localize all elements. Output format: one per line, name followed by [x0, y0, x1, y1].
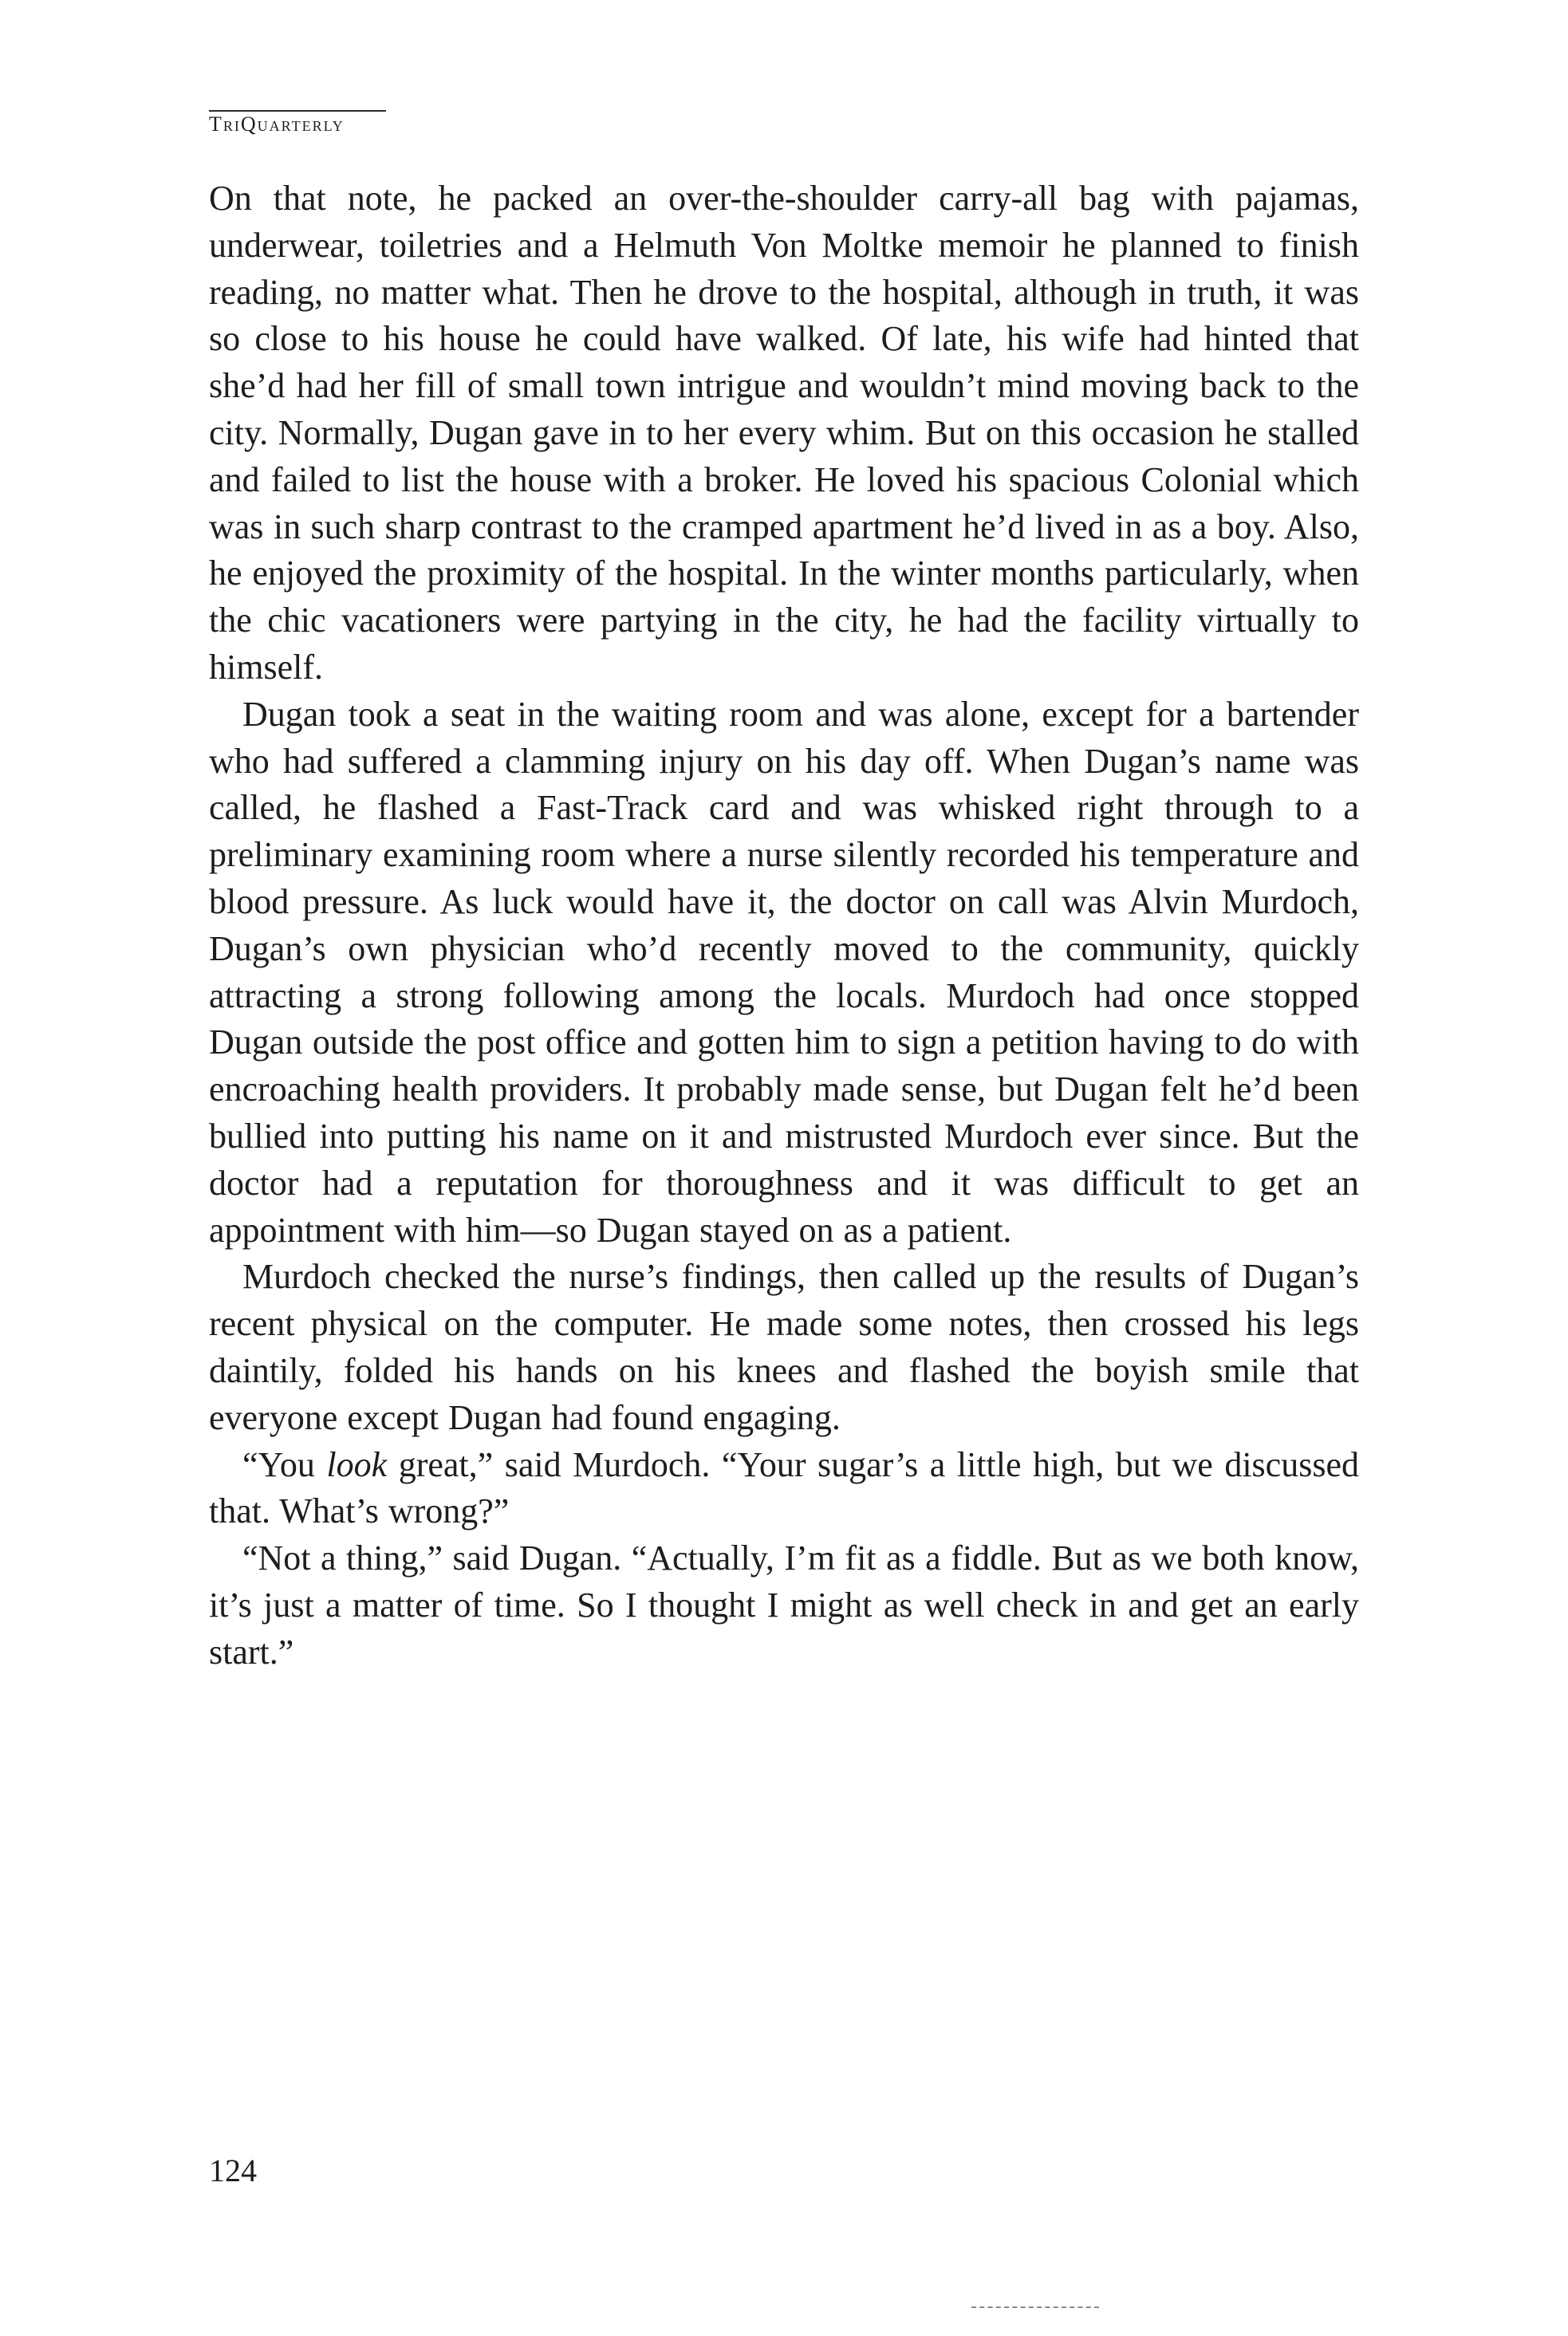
scan-artifact [971, 2306, 1099, 2308]
italic-emphasis: look [326, 1444, 388, 1484]
paragraph: On that note, he packed an over-the-shoulder carry-all bag with pajamas, underwear, toiletries and a Helmuth Von Moltke memoir he planned to finish reading, no matter what. Then he drove to the hospital, although in truth, it was so close to his house he could have walked. Of late, his wife had hinted that she’d had her fill of small town intrigue and wouldn’t mind moving back to the city. Normally, Dugan gave in to her every whim. But on this occasion he stalled and failed to list the house with a broker. He loved his spacious Colonial which was in such sharp contrast to the cramped apartment he’d lived in as a boy. Also, he enjoyed the proximity of the hospital. In the winter months particularly, when the chic vacationers were partying in the city, he had the facility virtually to himself. [209, 179, 1359, 687]
paragraph [209, 1442, 1359, 1536]
quote-open: “You [242, 1444, 327, 1484]
paragraph: Murdoch checked the nurse’s findings, then called up the results of Dugan’s recent physical on the computer. He made some notes, then crossed his legs daintily, folded his hands on his knees and flashed the boyish smile that everyone except Dugan had found engaging. [209, 1257, 1359, 1437]
page-number: 124 [209, 2153, 257, 2188]
paragraph: “Not a thing,” said Dugan. “Actually, I’m fit as a fiddle. But as we both know, it’s just a matter of time. So I thought I might as well check in and get an early start.” [209, 1538, 1359, 1672]
running-head: TriQuarterly [209, 112, 345, 136]
quote-rest: great,” said Murdoch. “Your sugar’s a little high, but we discussed that. What’s wrong?” [209, 1444, 1359, 1531]
paragraph: Dugan took a seat in the waiting room and was alone, except for a bartender who had suffered a clamming injury on his day off. When Dugan’s name was called, he flashed a Fast-Track card and was whisked right through to a preliminary examining room where a nurse silently recorded his temperature and blood pressure. As luck would have it, the doctor on call was Alvin Murdoch, Dugan’s own physician who’d recently moved to the community, quickly attracting a strong following among the locals. Murdoch had once stopped Dugan outside the post office and gotten him to sign a petition having to do with encroaching health providers. It probably made sense, but Dugan felt he’d been bullied into putting his name on it and mistrusted Murdoch ever since. But the doctor had a reputation for thoroughness and it was difficult to get an appointment with him—so Dugan stayed on as a patient. [209, 694, 1359, 1250]
body-text [209, 175, 1359, 1676]
